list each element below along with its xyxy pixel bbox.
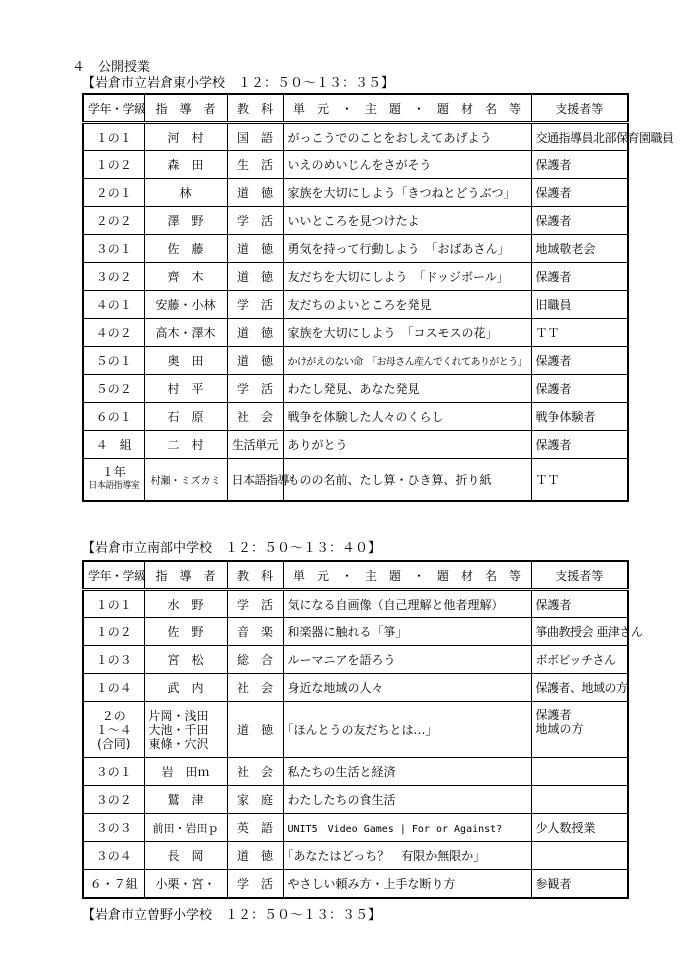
teacher-cell: 宮 松: [144, 646, 227, 674]
support-cell: [531, 758, 628, 786]
table-row: [83, 590, 628, 618]
support-cell: 少人数授業: [531, 814, 628, 842]
unit-cell: 勇気を持って行動しよう 「おばあさん」: [283, 235, 531, 263]
subject-cell: 国 語: [227, 123, 283, 151]
schedule-table-iwakura-higashi: [82, 93, 674, 502]
teacher-cell: 石 原: [144, 403, 227, 431]
teacher-cell: 高木・澤木: [144, 319, 227, 347]
table-row: [83, 618, 628, 646]
subject-cell: 道 徳: [227, 347, 283, 375]
table-row: [83, 375, 628, 403]
teacher-cell: 長 岡: [144, 842, 227, 870]
subject-cell: 音 楽: [227, 618, 283, 646]
table-row: [83, 646, 628, 674]
teacher-cell: 鷲 津: [144, 786, 227, 814]
header-teacher: 指 導 者: [144, 94, 227, 123]
support-cell: ＴＴ: [531, 319, 628, 347]
grade-cell: １の２: [83, 618, 144, 646]
teacher-cell: 澤 野: [144, 207, 227, 235]
support-cell: 保護者: [531, 590, 628, 618]
subject-cell: 英 語: [227, 814, 283, 842]
support-cell: 保護者: [531, 375, 628, 403]
unit-cell: 和楽器に触れる「箏」: [283, 618, 531, 646]
grade-cell: １の１: [83, 590, 144, 618]
header-unit: 単 元 ・ 主 題 ・ 題 材 名 等: [283, 94, 531, 123]
unit-cell: 友だちのよいところを発見: [283, 291, 531, 319]
support-cell: 保護者、地域の方: [531, 674, 628, 702]
teacher-cell: 佐 藤: [144, 235, 227, 263]
table-row: [83, 151, 628, 179]
header-grade: 学年・学級: [83, 94, 144, 123]
header-support: 支援者等: [531, 94, 628, 123]
teacher-cell: 小栗・宮・: [144, 870, 227, 898]
grade-cell: ５の１: [83, 347, 144, 375]
subject-cell: 社 会: [227, 758, 283, 786]
unit-cell: やさしい頼み方・上手な断り方: [283, 870, 531, 898]
subject-cell: 道 徳: [227, 263, 283, 291]
teacher-cell: 安藤・小林: [144, 291, 227, 319]
table-row: [83, 207, 628, 235]
unit-cell: 家族を大切にしよう「きつねとどうぶつ」: [283, 179, 531, 207]
grade-cell: １の３: [83, 646, 144, 674]
subject-cell: 学 活: [227, 870, 283, 898]
table-row: [83, 263, 628, 291]
grade-cell: ６の１: [83, 403, 144, 431]
support-cell: [531, 786, 628, 814]
support-line: 保護者: [535, 708, 572, 722]
header-grade: 学年・学級: [83, 561, 144, 590]
support-cell: 参観者: [531, 870, 628, 898]
grade-cell: ４の１: [83, 291, 144, 319]
table-row: [83, 702, 628, 758]
teacher-cell: [144, 702, 227, 758]
unit-cell: 友だちを大切にしよう 「ドッジボール」: [283, 263, 531, 291]
unit-cell: わたしたちの食生活: [283, 786, 531, 814]
teacher-cell: 佐 野: [144, 618, 227, 646]
unit-cell: 私たちの生活と経済: [283, 758, 531, 786]
table-row: [83, 842, 628, 870]
header-support: 支援者等: [531, 561, 628, 590]
teacher-cell: 齊 木: [144, 263, 227, 291]
support-line: 地域の方: [535, 722, 584, 736]
subject-cell: 道 徳: [227, 702, 283, 758]
table-row: [83, 123, 628, 151]
header-unit: 単 元 ・ 主 題 ・ 題 材 名 等: [283, 561, 531, 590]
subject-cell: 道 徳: [227, 179, 283, 207]
header-teacher: 指 導 者: [144, 561, 227, 590]
grade-line: 日本語指導室: [88, 481, 140, 492]
unit-cell: 戦争を体験した人々のくらし: [283, 403, 531, 431]
grade-cell: [83, 459, 144, 501]
table-row: [83, 758, 628, 786]
teacher-cell: 前田・岩田ｐ: [144, 814, 227, 842]
unit-cell: わたし発見、あなた発見: [283, 375, 531, 403]
header-subject: 教 科: [227, 94, 283, 123]
header-subject: 教 科: [227, 561, 283, 590]
unit-cell: ルーマニアを語ろう: [283, 646, 531, 674]
teacher-cell: 岩 田ｍ: [144, 758, 227, 786]
grade-line: (合同): [97, 736, 131, 751]
subject-cell: 総 合: [227, 646, 283, 674]
support-cell: 保護者: [531, 263, 628, 291]
support-cell: 保護者: [531, 431, 628, 459]
grade-cell: ４の２: [83, 319, 144, 347]
table-row: [83, 459, 628, 501]
teacher-cell: 二 村: [144, 431, 227, 459]
support-cell: 保護者: [531, 347, 628, 375]
teacher-cell: 森 田: [144, 151, 227, 179]
unit-cell: 家族を大切にしよう 「コスモスの花」: [283, 319, 531, 347]
table-row: [83, 319, 628, 347]
support-cell: 旧職員: [531, 291, 628, 319]
table-row: [83, 431, 628, 459]
grade-line: １年: [101, 465, 126, 480]
table-row: [83, 235, 628, 263]
subject-cell: 社 会: [227, 674, 283, 702]
teacher-cell: 河 村: [144, 123, 227, 151]
teacher-line: 大池・千田: [148, 722, 209, 737]
unit-cell: ｢ほんとうの友だちとは…｣: [283, 702, 531, 758]
grade-cell: ２の２: [83, 207, 144, 235]
subject-cell: 生活単元: [227, 431, 283, 459]
unit-cell: かけがえのない命 「お母さん産んでくれてありがとう」: [283, 347, 531, 375]
table-row: [83, 291, 628, 319]
teacher-cell: 村 平: [144, 375, 227, 403]
grade-cell: ４ 組: [83, 431, 144, 459]
teacher-cell: 村瀬・ミズカミ: [144, 459, 227, 501]
subject-cell: 道 徳: [227, 235, 283, 263]
support-cell: 箏曲教授会 亜津さん: [531, 618, 628, 646]
support-cell: 交通指導員北部保育園職員: [531, 123, 628, 151]
support-cell: ＴＴ: [531, 459, 628, 501]
support-cell: [531, 842, 628, 870]
table-row: [83, 674, 628, 702]
teacher-line: 片岡・浅田: [148, 708, 209, 723]
unit-cell: ありがとう: [283, 431, 531, 459]
subject-cell: 学 活: [227, 375, 283, 403]
teacher-cell: 武 内: [144, 674, 227, 702]
grade-cell: ２の１: [83, 179, 144, 207]
school-title-iwakura-higashi: 【岩倉市立岩倉東小学校 １２：５０～１３：３５】: [82, 76, 395, 91]
unit-cell: いいところを見つけたよ: [283, 207, 531, 235]
support-cell: 保護者: [531, 207, 628, 235]
table-row: [83, 786, 628, 814]
subject-cell: 日本語指導: [227, 459, 283, 501]
grade-cell: １の２: [83, 151, 144, 179]
support-cell: 地域敬老会: [531, 235, 628, 263]
subject-cell: 学 活: [227, 207, 283, 235]
subject-cell: 社 会: [227, 403, 283, 431]
teacher-cell: 水 野: [144, 590, 227, 618]
teacher-cell: 林: [144, 179, 227, 207]
subject-cell: 学 活: [227, 291, 283, 319]
grade-cell: ５の２: [83, 375, 144, 403]
subject-cell: 道 徳: [227, 842, 283, 870]
support-cell: 保護者: [531, 151, 628, 179]
grade-cell: [83, 702, 144, 758]
subject-cell: 道 徳: [227, 319, 283, 347]
grade-line: １～４: [95, 722, 132, 737]
teacher-cell: 奥 田: [144, 347, 227, 375]
support-cell: [531, 702, 628, 758]
unit-cell: ものの名前、たし算・ひき算、折り紙: [283, 459, 531, 501]
grade-cell: １の１: [83, 123, 144, 151]
grade-cell: ３の２: [83, 786, 144, 814]
unit-cell: 身近な地域の人々: [283, 674, 531, 702]
table-header-row: [83, 561, 628, 590]
unit-cell: UNIT5 Video Games | For or Against?: [283, 814, 531, 842]
grade-cell: ３の１: [83, 235, 144, 263]
grade-cell: １の４: [83, 674, 144, 702]
subject-cell: 生 活: [227, 151, 283, 179]
table-row: [83, 179, 628, 207]
section-heading: ４ 公開授業: [72, 60, 151, 75]
subject-cell: 家 庭: [227, 786, 283, 814]
school-title-sono: 【岩倉市立曽野小学校 １２：５０～１３：３５】: [82, 908, 382, 923]
table-row: [83, 870, 628, 898]
grade-cell: ３の３: [83, 814, 144, 842]
schedule-table-nanbu-chu: [82, 560, 643, 899]
teacher-line: 東條・穴沢: [148, 736, 209, 751]
table-header-row: [83, 94, 628, 123]
unit-cell: いえのめいじんをさがそう: [283, 151, 531, 179]
table-row: [83, 814, 628, 842]
grade-cell: ３の２: [83, 263, 144, 291]
unit-cell: 気になる自画像（自己理解と他者理解）: [283, 590, 531, 618]
unit-cell: がっこうでのことをおしえてあげよう: [283, 123, 531, 151]
unit-cell: ｢あなたはどっち？ 有限か無限か｣: [283, 842, 531, 870]
grade-line: ２の: [101, 708, 126, 723]
subject-cell: 学 活: [227, 590, 283, 618]
grade-cell: ３の１: [83, 758, 144, 786]
grade-cell: ６・７組: [83, 870, 144, 898]
support-cell: 戦争体験者: [531, 403, 628, 431]
table-row: [83, 347, 628, 375]
table-row: [83, 403, 628, 431]
support-cell: ボボビッチさん: [531, 646, 628, 674]
support-cell: 保護者: [531, 179, 628, 207]
school-title-nanbu-chu: 【岩倉市立南部中学校 １２：５０～１３：４０】: [82, 541, 382, 556]
grade-cell: ３の４: [83, 842, 144, 870]
